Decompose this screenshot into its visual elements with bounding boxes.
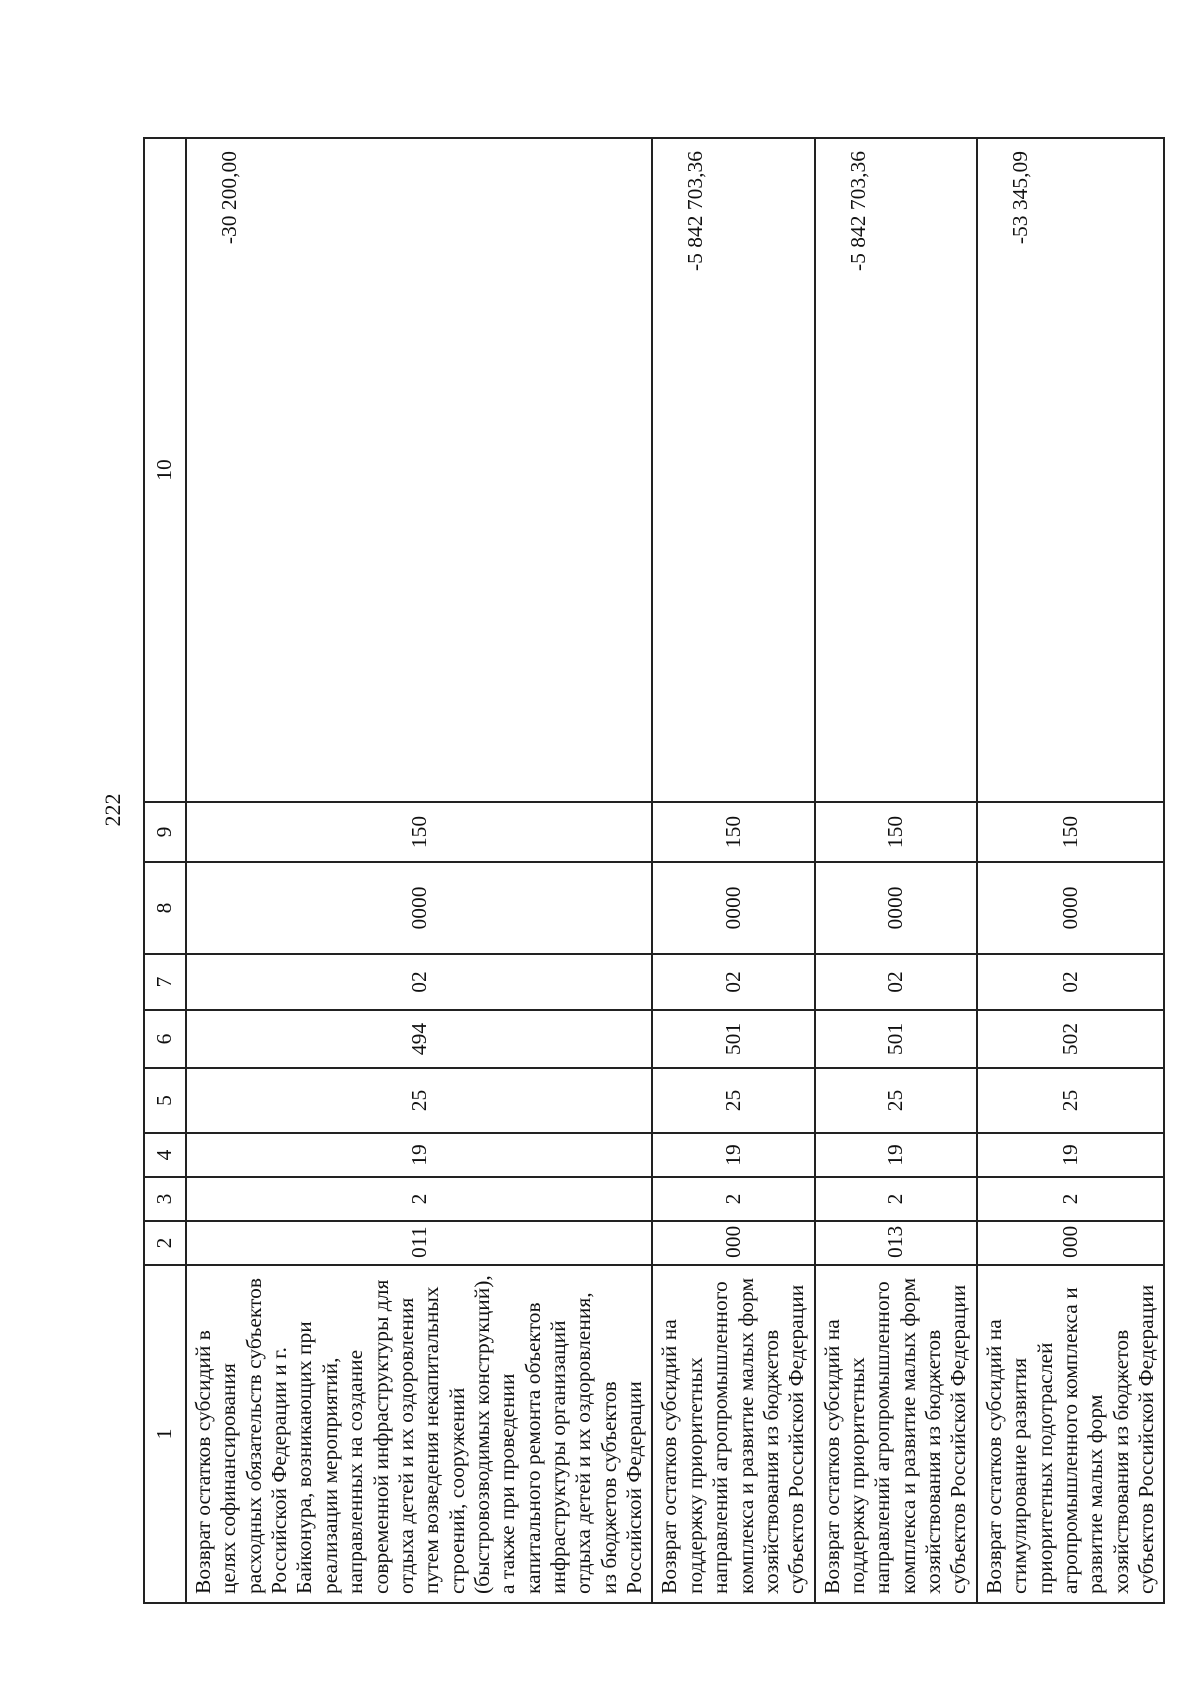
cell-col-5: 25 — [652, 1068, 814, 1133]
row-description: Возврат остатков субсидий на поддержку приоритетных направлений агропромышленного комплекса и развитие малых форм хозяйствования из бюджетов субъектов Российской Федерации — [652, 1265, 814, 1603]
row-amount: -5 842 703,36 — [815, 138, 977, 802]
row-amount: -53 345,09 — [977, 138, 1165, 802]
col-header-8: 8 — [144, 862, 186, 954]
col-header-5: 5 — [144, 1068, 186, 1133]
page-number: 222 — [100, 793, 125, 827]
col-header-6: 6 — [144, 1010, 186, 1068]
cell-col-4: 19 — [186, 1133, 652, 1177]
row-amount: -5 842 703,36 — [652, 138, 814, 802]
row-description: Возврат остатков субсидий на стимулирование развития приоритетных подотраслей агропромышленного комплекса и развитие малых форм хозяйствования из бюджетов субъектов Российской Федерации — [977, 1265, 1165, 1603]
cell-col-8: 0000 — [977, 862, 1165, 954]
cell-col-2: 013 — [815, 1221, 977, 1265]
cell-col-3: 2 — [652, 1177, 814, 1221]
cell-col-4: 19 — [815, 1133, 977, 1177]
cell-col-5: 25 — [977, 1068, 1165, 1133]
table-row — [977, 138, 1165, 1603]
col-header-9: 9 — [144, 802, 186, 862]
col-header-1: 1 — [144, 1265, 186, 1603]
budget-table — [143, 137, 1165, 1604]
row-description: Возврат остатков субсидий в целях софинансирования расходных обязательств субъектов Российской Федерации и г. Байконура, возникающих при реализации мероприятий, направленных на создание современной инфраструктуры для отдыха детей и их оздоровления путем возведения некапитальных строений, сооружений (быстровозводимых конструкций), а также при проведении капитального ремонта объектов инфраструктуры организаций отдыха детей и их оздоровления, из бюджетов субъектов Российской Федерации — [186, 1265, 652, 1603]
cell-col-9: 150 — [186, 802, 652, 862]
cell-col-4: 19 — [652, 1133, 814, 1177]
col-header-4: 4 — [144, 1133, 186, 1177]
col-header-10: 10 — [144, 138, 186, 802]
cell-col-5: 25 — [815, 1068, 977, 1133]
rotated-table-wrapper — [143, 139, 1158, 1604]
cell-col-8: 0000 — [815, 862, 977, 954]
col-header-3: 3 — [144, 1177, 186, 1221]
cell-col-2: 011 — [186, 1221, 652, 1265]
cell-col-2: 000 — [652, 1221, 814, 1265]
cell-col-7: 02 — [977, 954, 1165, 1010]
cell-col-6: 502 — [977, 1010, 1165, 1068]
cell-col-9: 150 — [652, 802, 814, 862]
cell-col-9: 150 — [815, 802, 977, 862]
cell-col-8: 0000 — [652, 862, 814, 954]
col-header-2: 2 — [144, 1221, 186, 1265]
cell-col-5: 25 — [186, 1068, 652, 1133]
cell-col-3: 2 — [815, 1177, 977, 1221]
cell-col-3: 2 — [977, 1177, 1165, 1221]
cell-col-3: 2 — [186, 1177, 652, 1221]
cell-col-7: 02 — [815, 954, 977, 1010]
cell-col-6: 501 — [815, 1010, 977, 1068]
cell-col-6: 494 — [186, 1010, 652, 1068]
row-amount: -30 200,00 — [186, 138, 652, 802]
cell-col-2: 000 — [977, 1221, 1165, 1265]
cell-col-6: 501 — [652, 1010, 814, 1068]
table-row — [652, 138, 814, 1603]
table-row — [186, 138, 652, 1603]
cell-col-7: 02 — [652, 954, 814, 1010]
col-header-7: 7 — [144, 954, 186, 1010]
table-header-row — [144, 138, 186, 1603]
cell-col-8: 0000 — [186, 862, 652, 954]
table-row — [815, 138, 977, 1603]
row-description: Возврат остатков субсидий на поддержку приоритетных направлений агропромышленного комплекса и развитие малых форм хозяйствования из бюджетов субъектов Российской Федерации — [815, 1265, 977, 1603]
cell-col-7: 02 — [186, 954, 652, 1010]
cell-col-9: 150 — [977, 802, 1165, 862]
cell-col-4: 19 — [977, 1133, 1165, 1177]
